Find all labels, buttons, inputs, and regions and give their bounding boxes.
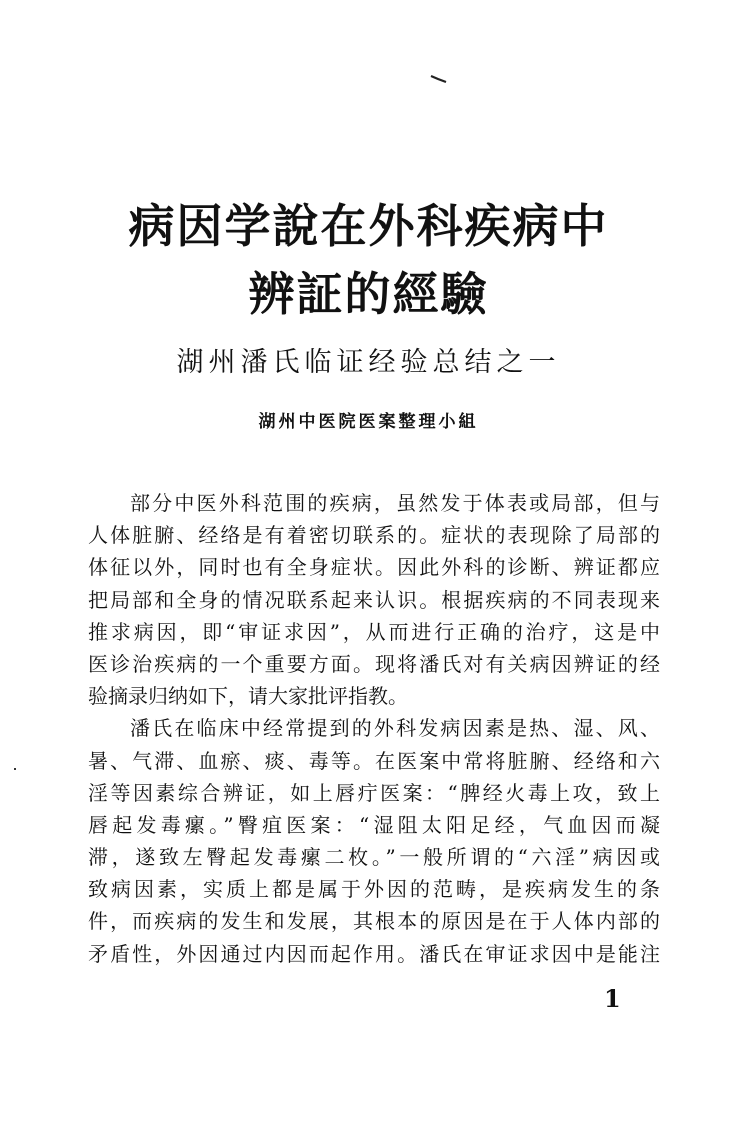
author-group: 湖州中医院医案整理小組 [258,412,479,432]
title-line-2: 辨証的經驗 [248,267,489,321]
paragraph [88,712,660,970]
text-line: 体征以外，同时也有全身症状。因此外科的诊断、辨证都应 [88,555,660,580]
text-line: 人体脏腑、经络是有着密切联系的。症状的表现除了局部的 [88,523,660,548]
text-line: 滞，遂致左臀起发毒瘰二枚。”一般所谓的“六淫”病因或 [88,845,660,870]
text-line: 潘氏在临床中经常提到的外科发病因素是热、湿、风、 [130,716,660,741]
text-line: 暑、气滞、血瘀、痰、毒等。在医案中常将脏腑、经络和六 [88,748,660,773]
text-line: 致病因素，实质上都是属于外因的范畴，是疾病发生的条 [88,877,660,902]
title-line-1: 病因学說在外科疾病中 [128,199,609,253]
text-line: 唇起发毒瘰。”臀疽医案：“湿阻太阳足经，气血因而凝 [88,812,660,837]
text-line: 件，而疾病的发生和发展，其根本的原因是在于人体内部的 [88,909,660,934]
text-line: 矛盾性，外因通过内因而起作用。潘氏在审证求因中是能注 [88,941,660,966]
scan-speck [14,768,16,770]
text-line: 部分中医外科范围的疾病，虽然发于体表或局部，但与 [130,491,660,515]
page-number: 1 [604,984,621,1013]
text-line: 医诊治疾病的一个重要方面。现将潘氏对有关病因辨证的经 [88,651,660,676]
paragraph [88,487,660,712]
subtitle: 湖州潘氏临证经验总结之一 [176,347,561,378]
text-line: 推求病因，即“审证求因”，从而进行正确的治疗，这是中 [88,619,660,644]
ink-mark [430,74,448,84]
body-text [88,487,660,970]
text-line: 把局部和全身的情况联系起来认识。根据疾病的不同表现来 [88,587,660,612]
text-line: 验摘录归纳如下，请大家批评指教。 [88,684,408,709]
text-line: 淫等因素综合辨证，如上唇疔医案：“脾经火毒上攻，致上 [88,780,660,805]
